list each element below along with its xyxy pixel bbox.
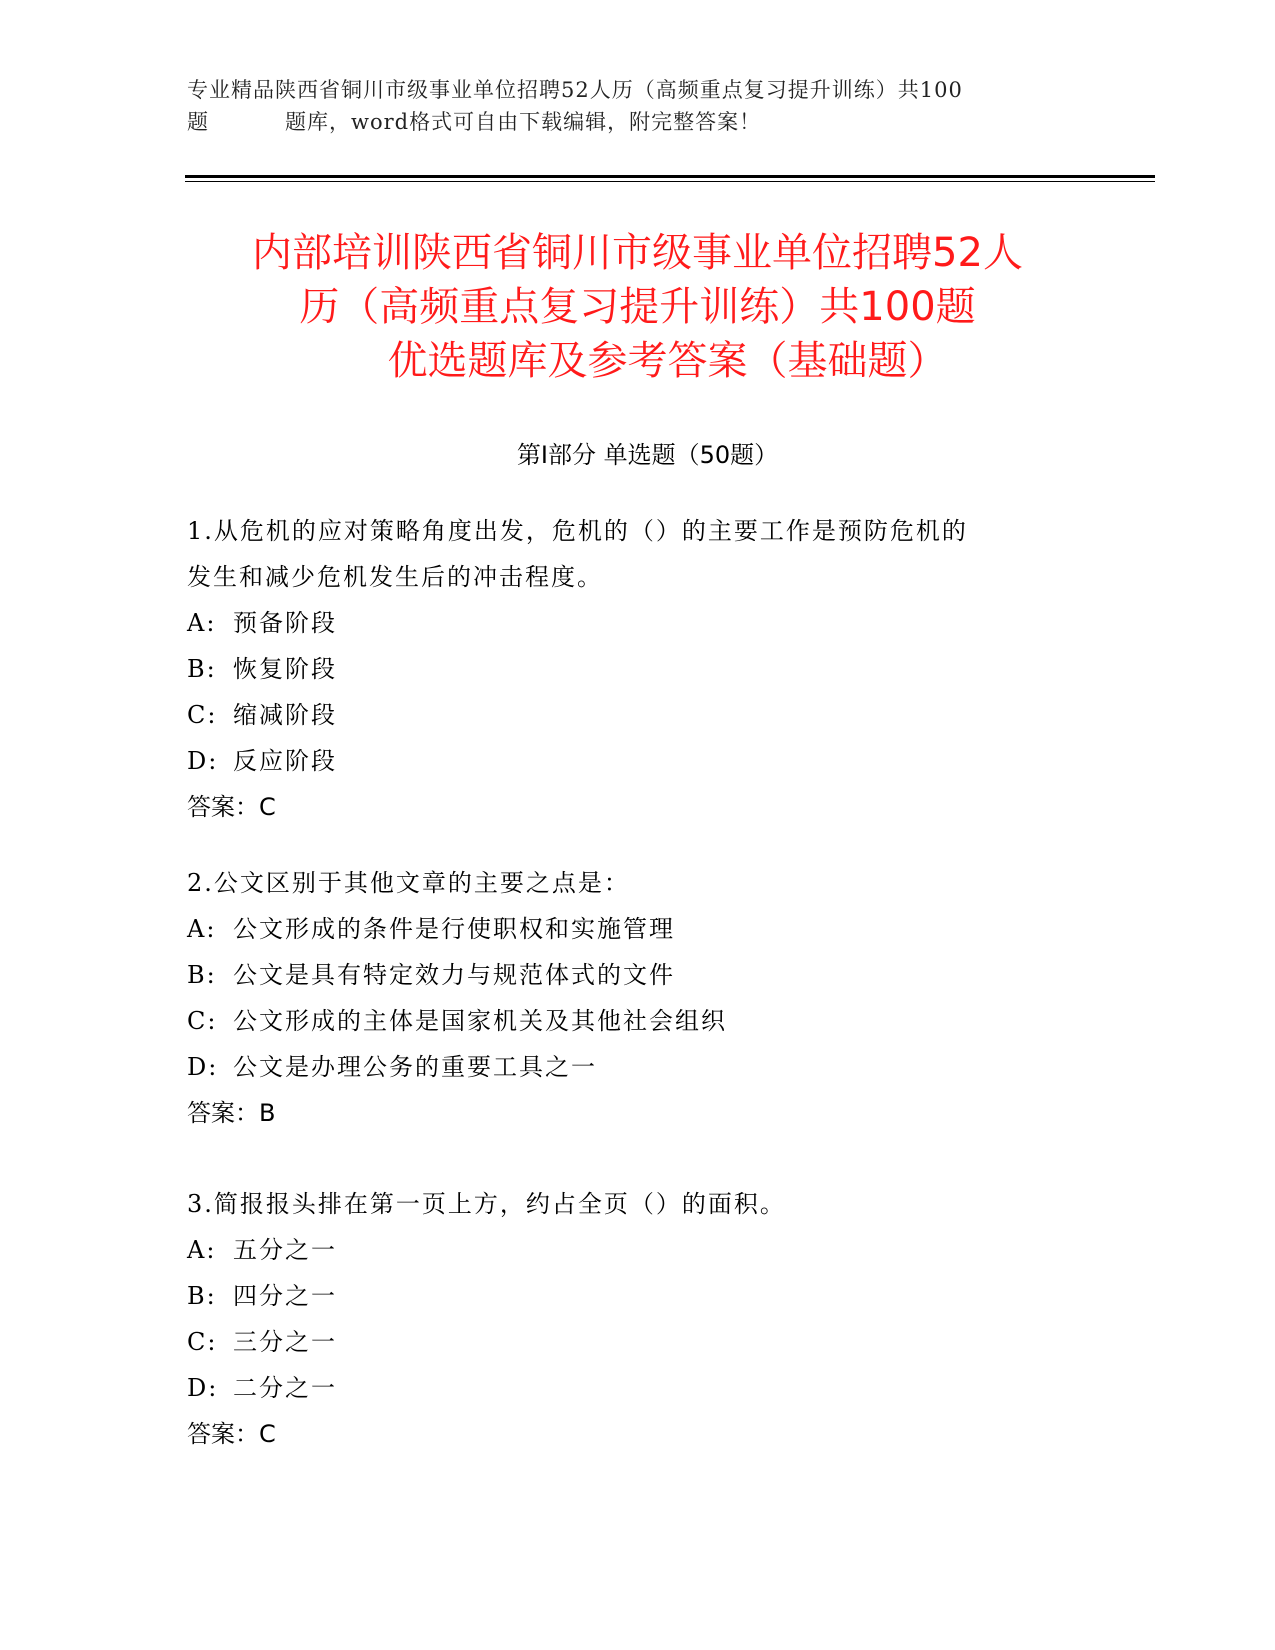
header-rule-thin [185, 181, 1155, 182]
section-title: 第Ⅰ部分 单选题（50题） [516, 441, 779, 469]
option-key: D: [187, 747, 219, 775]
header-line-2-lead: 题 [187, 110, 209, 134]
option-key: C: [187, 701, 218, 729]
question-stem: 1.从危机的应对策略角度出发，危机的（）的主要工作是预防危机的 [187, 517, 968, 545]
option-text: 预备阶段 [233, 609, 337, 637]
option-b [187, 1273, 1087, 1319]
question-3 [187, 1181, 1087, 1457]
option-key: D: [187, 1374, 219, 1402]
answer: 答案：C [187, 793, 276, 821]
option-key: C: [187, 1328, 218, 1356]
header-line-1: 专业精品陕西省铜川市级事业单位招聘52人历（高频重点复习提升训练）共100 [187, 78, 963, 102]
question-stem-cont: 发生和减少危机发生后的冲击程度。 [187, 563, 603, 591]
option-key: D: [187, 1053, 219, 1081]
option-text: 恢复阶段 [233, 655, 337, 683]
option-b [187, 952, 1087, 998]
option-a [187, 1227, 1087, 1273]
option-key: B: [187, 655, 217, 683]
header-line-2 [187, 106, 1087, 138]
option-text: 五分之一 [233, 1236, 337, 1264]
option-text: 公文是办理公务的重要工具之一 [233, 1053, 597, 1081]
answer: 答案：B [187, 1099, 276, 1127]
title-line-1: 内部培训陕西省铜川市级事业单位招聘52人 [252, 230, 1023, 276]
option-text: 公文形成的主体是国家机关及其他社会组织 [233, 1007, 727, 1035]
question-stem: 2.公文区别于其他文章的主要之点是： [187, 869, 630, 897]
option-key: B: [187, 961, 217, 989]
option-c [187, 998, 1087, 1044]
option-key: C: [187, 1007, 218, 1035]
option-d [187, 1365, 1087, 1411]
answer: 答案：C [187, 1420, 276, 1448]
document-header [187, 74, 1087, 138]
option-b [187, 646, 1087, 692]
title-line-2: 历（高频重点复习提升训练）共100题 [299, 284, 976, 330]
title-line-3: 优选题库及参考答案（基础题） [387, 338, 948, 384]
option-key: A: [187, 1236, 217, 1264]
question-stem: 3.简报报头排在第一页上方，约占全页（）的面积。 [187, 1190, 786, 1218]
question-1 [187, 508, 1087, 830]
option-c [187, 692, 1087, 738]
option-text: 三分之一 [233, 1328, 337, 1356]
option-key: A: [187, 915, 217, 943]
header-rule-thick [185, 175, 1155, 178]
header-line-2-text: 题库，word格式可自由下载编辑，附完整答案！ [285, 110, 762, 134]
question-2 [187, 860, 1087, 1136]
option-text: 反应阶段 [233, 747, 337, 775]
option-text: 四分之一 [233, 1282, 337, 1310]
option-text: 公文是具有特定效力与规范体式的文件 [233, 961, 675, 989]
option-text: 缩减阶段 [233, 701, 337, 729]
option-a [187, 600, 1087, 646]
option-key: A: [187, 609, 217, 637]
option-d [187, 1044, 1087, 1090]
option-a [187, 906, 1087, 952]
option-d [187, 738, 1087, 784]
option-c [187, 1319, 1087, 1365]
option-text: 公文形成的条件是行使职权和实施管理 [233, 915, 675, 943]
document-title [150, 226, 1125, 388]
option-key: B: [187, 1282, 217, 1310]
option-text: 二分之一 [233, 1374, 337, 1402]
